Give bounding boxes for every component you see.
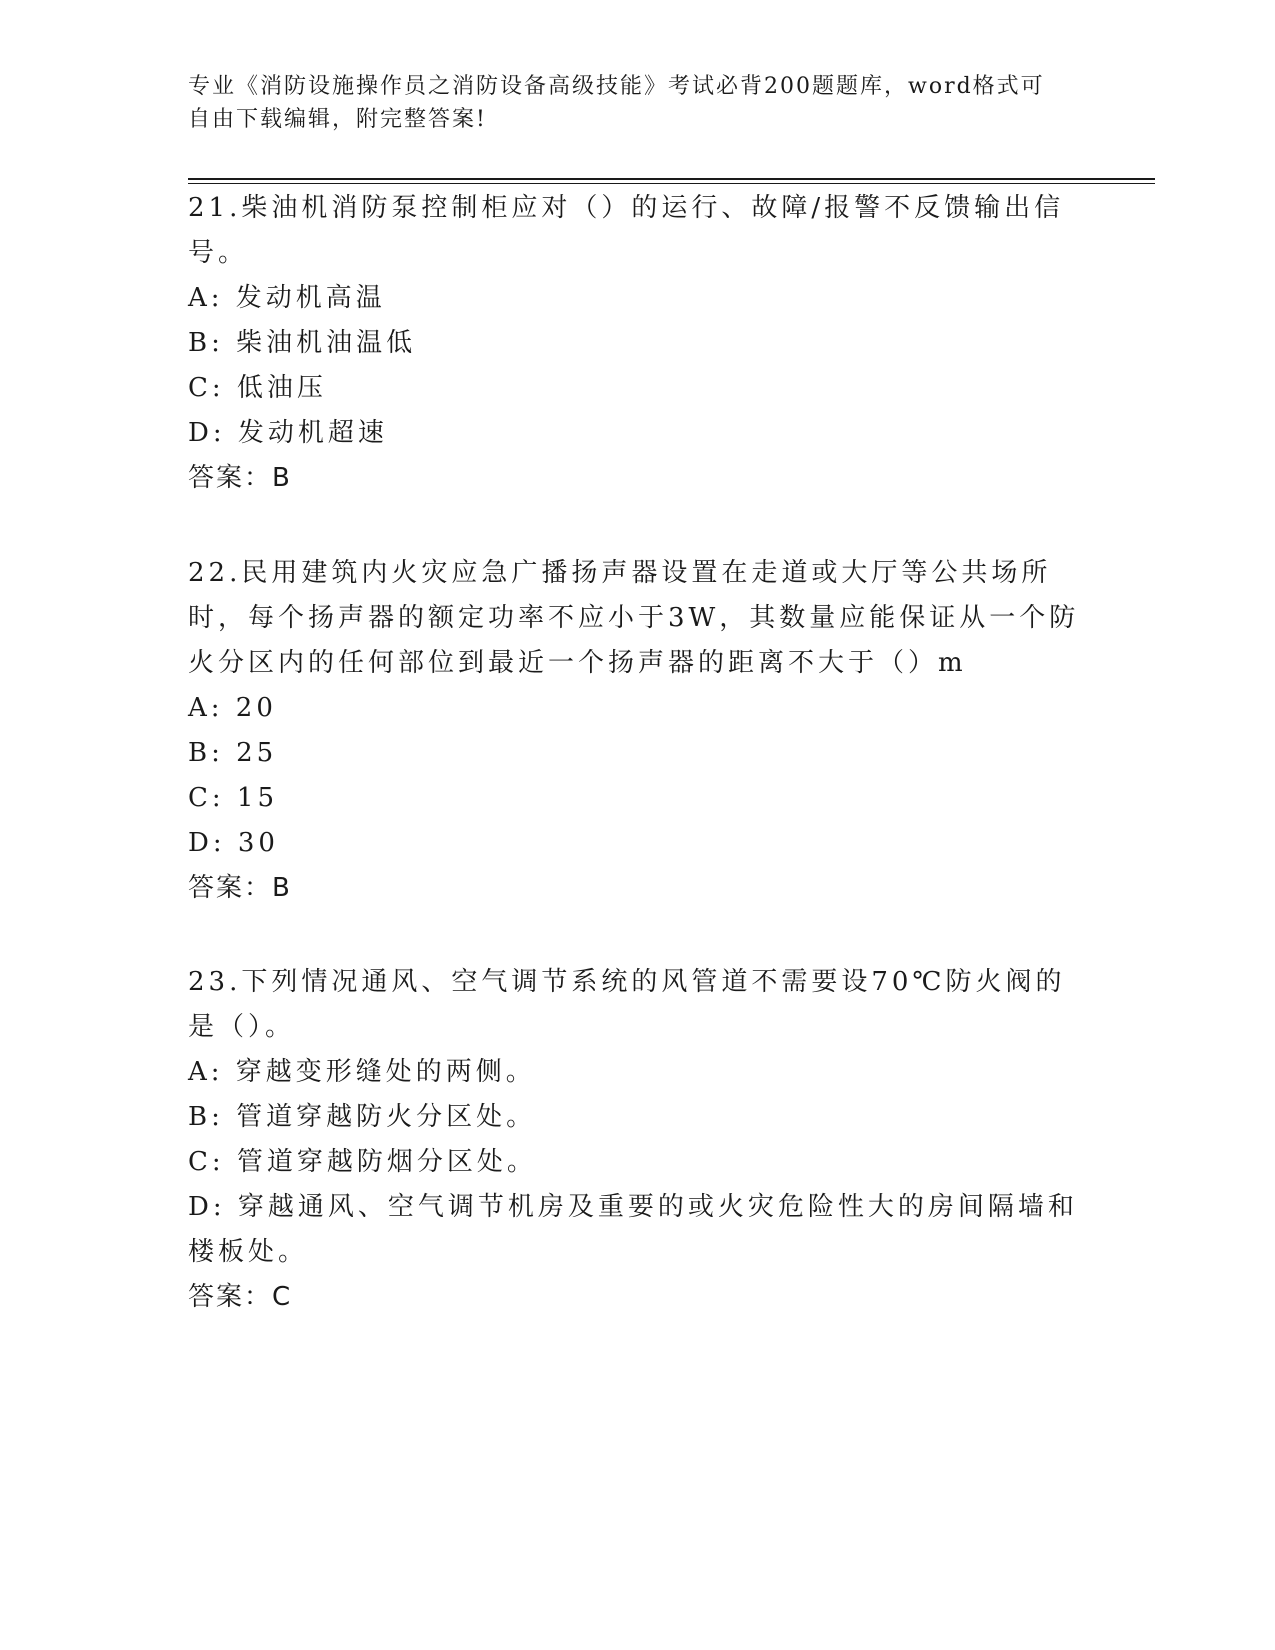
document-header: 专业《消防设施操作员之消防设备高级技能》考试必背200题题库，word格式可自由下载编辑，附完整答案! [188, 74, 1045, 132]
option-a: A: 发动机高温 [188, 283, 386, 313]
option-c: C: 15 [188, 783, 279, 813]
option-c: C: 管道穿越防烟分区处。 [188, 1147, 537, 1177]
answer: 答案：B [188, 873, 292, 903]
option-c: C: 低油压 [188, 373, 327, 403]
option-b: B: 管道穿越防火分区处。 [188, 1102, 537, 1132]
option-a: A: 穿越变形缝处的两侧。 [188, 1057, 536, 1087]
answer: 答案：C [188, 1282, 293, 1312]
option-a: A: 20 [188, 693, 277, 723]
option-b: B: 柴油机油温低 [188, 328, 417, 358]
option-b: B: 25 [188, 738, 278, 768]
answer: 答案：B [188, 463, 292, 493]
question-22 [188, 551, 1088, 911]
header-divider-thin [188, 183, 1155, 184]
question-stem: 22.民用建筑内火灾应急广播扬声器设置在走道或大厅等公共场所时，每个扬声器的额定功率不应小于3W，其数量应能保证从一个防火分区内的任何部位到最近一个扬声器的距离不大于（）m [188, 558, 1080, 678]
option-d: D: 穿越通风、空气调节机房及重要的或火灾危险性大的房间隔墙和楼板处。 [188, 1192, 1078, 1267]
question-23 [188, 960, 1088, 1320]
question-21 [188, 186, 1088, 501]
option-d: D: 30 [188, 828, 279, 858]
question-stem: 23.下列情况通风、空气调节系统的风管道不需要设70℃防火阀的是（）。 [188, 967, 1066, 1042]
option-d: D: 发动机超速 [188, 418, 388, 448]
question-stem: 21.柴油机消防泵控制柜应对（）的运行、故障/报警不反馈输出信号。 [188, 193, 1065, 268]
header-divider-thick [188, 178, 1155, 180]
